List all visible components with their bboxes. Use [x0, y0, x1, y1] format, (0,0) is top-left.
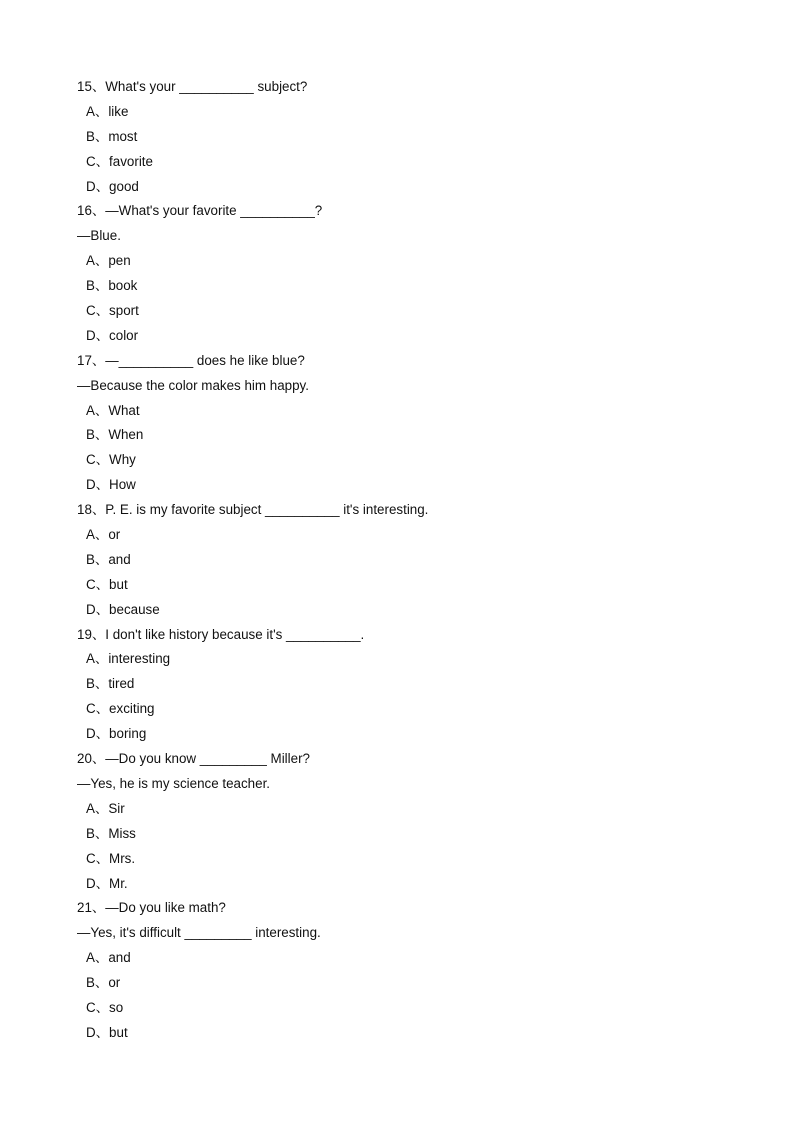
question-17 — [77, 349, 737, 498]
option-a: A、and — [86, 950, 131, 966]
option-b: B、and — [86, 551, 131, 567]
option-a: A、interesting — [86, 651, 171, 667]
question-stem: 18、P. E. is my favorite subject __________ it's interesting. — [77, 502, 429, 518]
option-d: D、color — [86, 327, 139, 343]
question-stem: 17、—__________ does he like blue? — [77, 352, 305, 368]
option-d: D、because — [86, 601, 160, 617]
question-answer-line: —Yes, he is my science teacher. — [77, 775, 271, 791]
option-c: C、sport — [86, 303, 139, 319]
option-a: A、or — [86, 527, 121, 543]
option-a: A、pen — [86, 253, 131, 269]
option-b: B、most — [86, 128, 138, 144]
option-c: C、Why — [86, 452, 136, 468]
question-answer-line: —Yes, it's difficult _________ interesting. — [77, 925, 321, 941]
option-c: C、favorite — [86, 153, 153, 169]
question-stem: 15、What's your __________ subject? — [77, 79, 308, 94]
option-d: D、good — [86, 178, 139, 194]
question-21 — [77, 896, 737, 1045]
option-d: D、Mr. — [86, 875, 128, 891]
question-18 — [77, 498, 737, 622]
question-stem: 19、I don't like history because it's __________. — [77, 626, 365, 642]
question-stem: 16、—What's your favorite __________? — [77, 203, 323, 219]
question-stem: 20、—Do you know _________ Miller? — [77, 751, 310, 767]
question-15 — [77, 75, 737, 199]
option-b: B、tired — [86, 676, 135, 692]
option-d: D、but — [86, 1024, 128, 1040]
question-answer-line: —Blue. — [77, 228, 121, 244]
question-16 — [77, 199, 737, 348]
option-c: C、but — [86, 576, 128, 592]
option-a: A、What — [86, 402, 140, 418]
option-c: C、Mrs. — [86, 850, 136, 866]
question-list — [77, 75, 737, 1046]
option-c: C、exciting — [86, 701, 155, 717]
option-b: B、or — [86, 975, 121, 991]
option-b: B、Miss — [86, 825, 136, 841]
option-a: A、like — [86, 103, 129, 119]
option-b: B、When — [86, 427, 144, 443]
option-d: D、boring — [86, 726, 147, 742]
option-b: B、book — [86, 278, 138, 294]
option-a: A、Sir — [86, 800, 125, 816]
option-d: D、How — [86, 477, 136, 493]
question-20 — [77, 747, 737, 896]
question-stem: 21、—Do you like math? — [77, 900, 226, 916]
option-c: C、so — [86, 999, 124, 1015]
question-answer-line: —Because the color makes him happy. — [77, 377, 309, 393]
question-19 — [77, 623, 737, 747]
